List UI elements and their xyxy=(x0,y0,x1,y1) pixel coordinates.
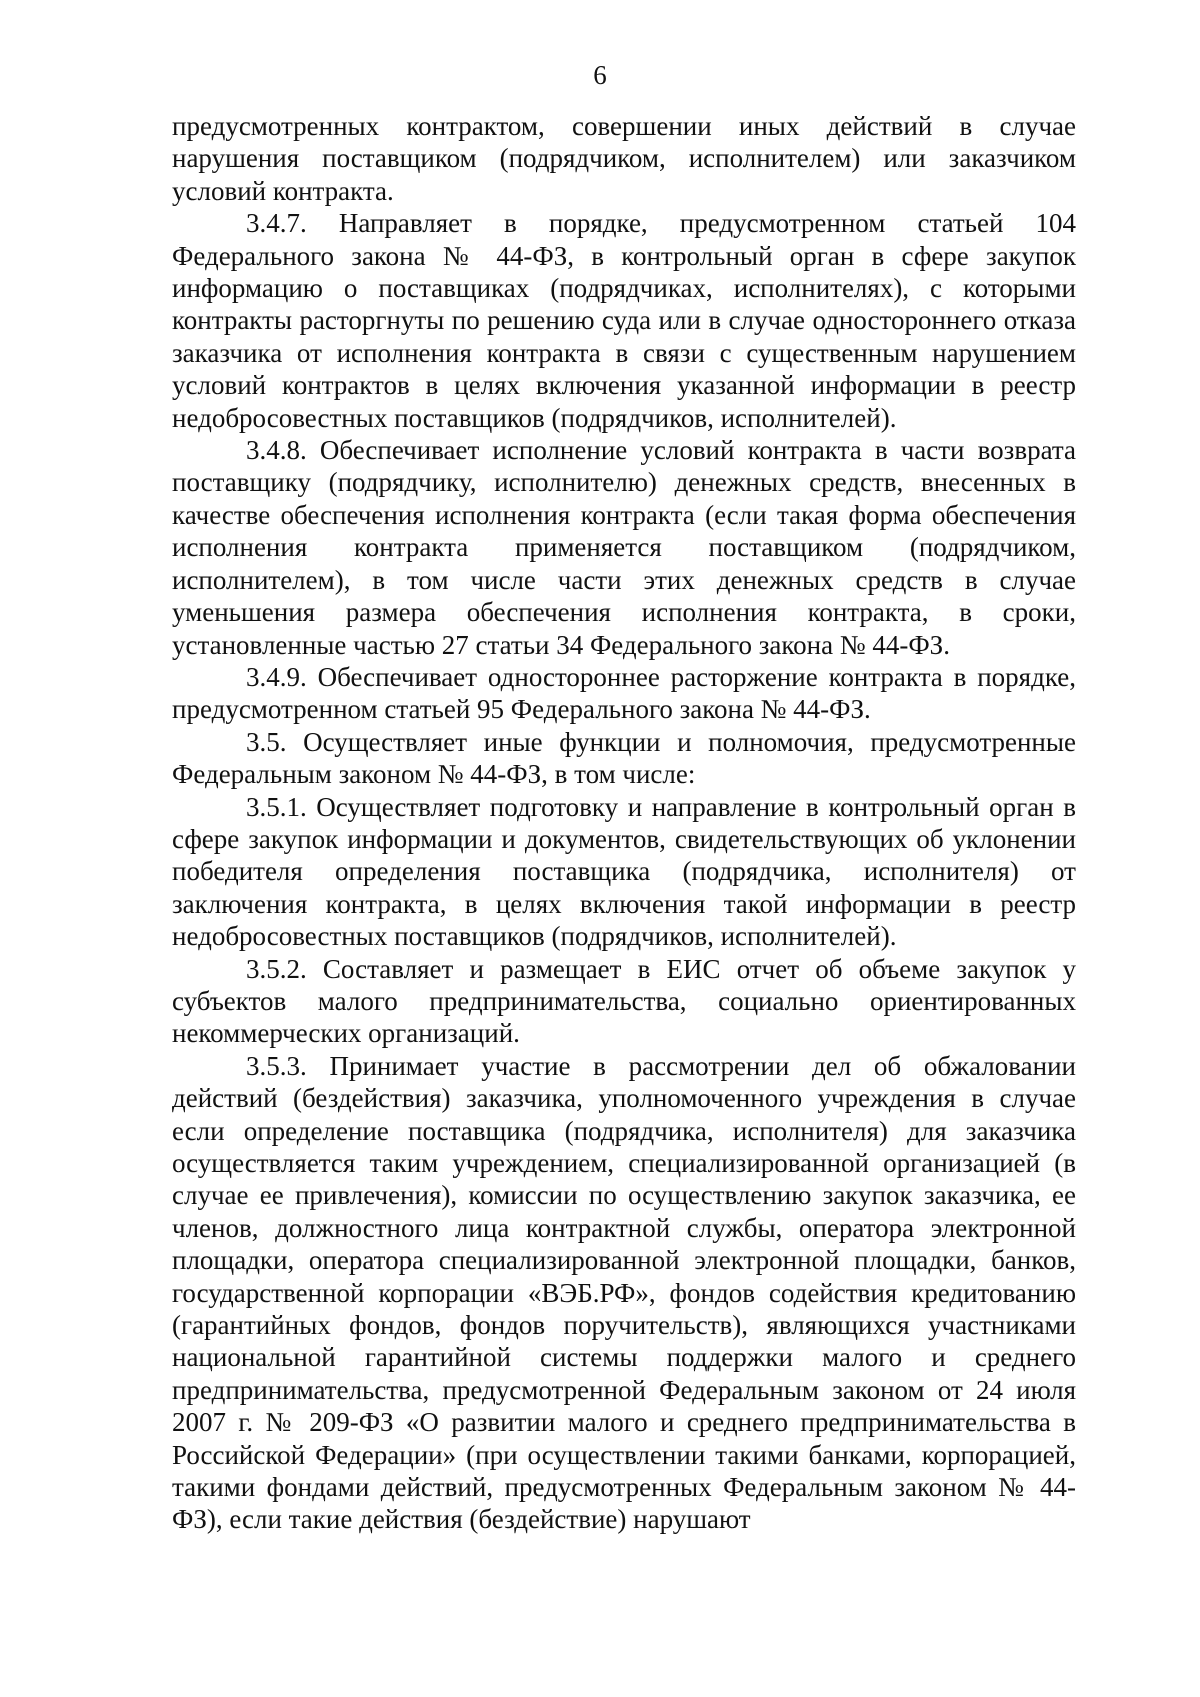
paragraph-3-5: 3.5. Осуществляет иные функции и полномочия, предусмотренные Федеральным законом № 44-ФЗ, в том числе: xyxy=(172,726,1076,790)
paragraph-continuation: предусмотренных контрактом, совершении иных действий в случае нарушения поставщиком (подрядчиком, исполнителем) или заказчиком условий контракта. xyxy=(172,111,1076,206)
paragraph-3-5-1: 3.5.1. Осуществляет подготовку и направление в контрольный орган в сфере закупок информации и документов, свидетельствующих об уклонении победителя определения поставщика (подрядчика, исполнителя) от заключения контракта, в целях включения такой информации в реестр недобросовестных поставщиков (подрядчиков, исполнителей). xyxy=(172,791,1076,952)
paragraph-3-4-9: 3.4.9. Обеспечивает одностороннее расторжение контракта в порядке, предусмотренном статьей 95 Федерального закона № 44-ФЗ. xyxy=(172,661,1076,725)
paragraph-3-5-2: 3.5.2. Составляет и размещает в ЕИС отчет об объеме закупок у субъектов малого предпринимательства, социально ориентированных некоммерческих организаций. xyxy=(172,953,1076,1049)
document-body xyxy=(172,110,1076,1536)
paragraph-3-4-8: 3.4.8. Обеспечивает исполнение условий контракта в части возврата поставщику (подрядчику, исполнителю) денежных средств, внесенных в качестве обеспечения исполнения контракта (если такая форма обеспечения исполнения контракта применяется поставщиком (подрядчиком, исполнителем), в том числе части этих денежных средств в случае уменьшения размера обеспечения исполнения контракта, в сроки, установленные частью 27 статьи 34 Федерального закона № 44-ФЗ. xyxy=(172,435,1076,660)
paragraph-3-5-3: 3.5.3. Принимает участие в рассмотрении дел об обжаловании действий (бездействия) заказчика, уполномоченного учреждения в случае если определение поставщика (подрядчика, исполнителя) для заказчика осуществляется таким учреждением, специализированной организацией (в случае ее привлечения), комиссии по осуществлению закупок заказчика, ее членов, должностного лица контрактной службы, оператора электронной площадки, оператора специализированной электронной площадки, банков, государственной корпорации «ВЭБ.РФ», фондов содействия кредитованию (гарантийных фондов, фондов поручительств), являющихся участниками национальной гарантийной системы поддержки малого и среднего предпринимательства, предусмотренной Федеральным законом от 24 июля 2007 г. № 209-ФЗ «О развитии малого и среднего предпринимательства в Российской Федерации» (при осуществлении такими банками, корпорацией, такими фондами действий, предусмотренных Федеральным законом № 44-ФЗ), если такие действия (бездействие) нарушают xyxy=(172,1050,1076,1535)
paragraph-3-4-7: 3.4.7. Направляет в порядке, предусмотренном статьей 104 Федерального закона № 44-ФЗ, в контрольный орган в сфере закупок информацию о поставщиках (подрядчиках, исполнителях), с которыми контракты расторгнуты по решению суда или в случае одностороннего отказа заказчика от исполнения контракта в связи с существенным нарушением условий контрактов в целях включения указанной информации в реестр недобросовестных поставщиков (подрядчиков, исполнителей). xyxy=(172,208,1076,433)
page-number: 6 xyxy=(593,60,607,90)
